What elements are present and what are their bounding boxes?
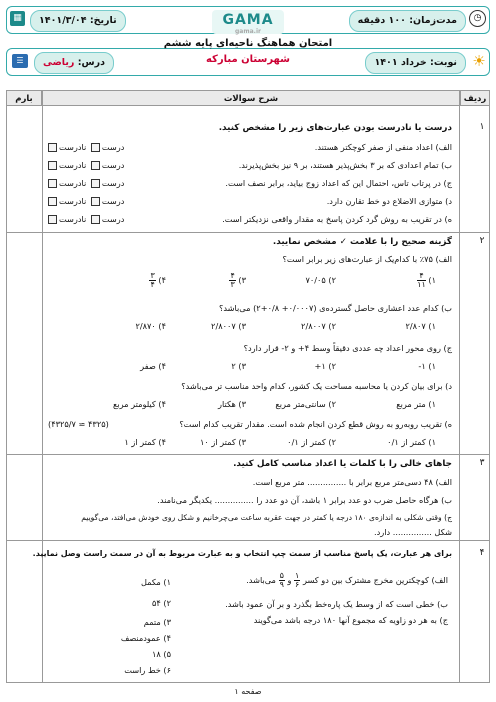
true-checkbox[interactable] <box>91 197 100 206</box>
true-checkbox[interactable] <box>91 143 100 152</box>
fraction <box>294 572 300 589</box>
opt-number: ۳) <box>238 275 246 285</box>
false-label: نادرست <box>59 142 87 152</box>
fraction <box>229 272 235 289</box>
opt-number: ۱) <box>428 275 436 285</box>
q4-answer-2[interactable]: ۲) ۵۴ <box>152 598 171 608</box>
q3-c2: شکل ............... دارد. <box>374 527 452 537</box>
false-label: نادرست <box>59 214 87 224</box>
q2-a-opt1[interactable] <box>417 270 436 290</box>
true-label: درست <box>101 178 125 188</box>
q1-item-c: ج) در پرتاب تاس، احتمال این که اعداد زوج بیاید، برابر نصف است. <box>225 178 452 188</box>
true-checkbox[interactable] <box>91 179 100 188</box>
subject-pill <box>34 52 114 74</box>
q1-title: درست یا نادرست بودن عبارت‌های زیر را مشخص کنید. <box>218 123 452 133</box>
false-label: نادرست <box>59 196 87 206</box>
grid-line <box>6 454 490 455</box>
session-pill <box>365 52 466 74</box>
grid-line <box>42 106 43 682</box>
q2-d-opt3[interactable]: ۳) هکتار <box>218 399 246 409</box>
q1-item-e: ه) در تقریب به روش گرد کردن پاسخ به مقدار واقعی نزدیکتر است. <box>222 214 452 224</box>
col-row-header: ردیف <box>460 90 490 106</box>
q2-e-opt4[interactable]: ۴) کمتر از ۱ <box>124 437 166 447</box>
q2-d-opt2[interactable]: ۲) سانتی‌متر مربع <box>275 399 336 409</box>
q2-c-opt3[interactable]: ۳) ۲ <box>231 361 246 371</box>
q2-title: گزینه صحیح را با علامت ✓ مشخص نمایید. <box>272 237 452 247</box>
numerator: ۱ <box>295 571 300 580</box>
numerator: ۳ <box>150 271 155 280</box>
q1-choice-c <box>46 177 124 189</box>
q4-answer-6[interactable]: ۶) خط راست <box>124 665 171 675</box>
opt-number: ۴) <box>158 275 166 285</box>
q2-d-opt4[interactable]: ۴) کیلومتر مربع <box>112 399 166 409</box>
q3-c: ج) وقتی شکلی به اندازه‌ی ۱۸۰ درجه یا کمتر در جهت عقربه ساعت می‌چرخانیم و شکل روی خودش می‌افتد، می‌گوییم <box>81 513 452 522</box>
q2-e-opt1[interactable]: ۱) کمتر از ۰/۱ <box>387 437 436 447</box>
q3-number: ۳ <box>479 458 485 468</box>
true-label: درست <box>101 142 125 152</box>
q4-b: ب) خطی است که از وسط یک پاره‌خط بگذرد و بر آن عمود باشد. <box>225 599 448 609</box>
date-pill <box>30 10 126 32</box>
clock-icon: ◷ <box>469 10 486 27</box>
gama-logo <box>212 10 284 34</box>
conjunction: و <box>287 575 292 585</box>
q2-c-opt2[interactable]: ۲) ۱+ <box>314 361 336 371</box>
numerator: ۴ <box>417 272 426 281</box>
q2-b-opt4[interactable]: ۴) ۲/۸۷۰ <box>135 321 166 331</box>
q1-number: ۱ <box>479 122 485 132</box>
q2-b-text: ب) کدام عدد اعشاری حاصل گسترده‌ی (۰/۰۰۰۷+ ۰/۸+۲) می‌باشد؟ <box>218 303 452 313</box>
false-label: نادرست <box>59 178 87 188</box>
false-checkbox[interactable] <box>48 161 57 170</box>
session-label: نوبت: <box>430 57 457 68</box>
q2-c-text: ج) روی محور اعداد چه عددی دقیقاً وسط ۴+ و ۲- قرار دارد؟ <box>243 343 452 353</box>
q1-choice-e <box>46 213 124 225</box>
true-label: درست <box>101 214 125 224</box>
q3-a: الف) ۴۸ دسی‌متر مربع برابر با ............... متر مربع است. <box>252 477 452 487</box>
denominator: ۱۱ <box>417 280 426 289</box>
grid-line <box>489 106 490 682</box>
false-label: نادرست <box>59 160 87 170</box>
true-label: درست <box>101 160 125 170</box>
grid-line <box>6 106 7 682</box>
denominator: ۳ <box>230 280 235 289</box>
duration-value: ۱۰۰ دقیقه <box>357 15 406 26</box>
q4-title: برای هر عبارت، یک پاسخ مناسب از سمت چپ انتخاب و به عبارت مربوط به آن در سمت راست وصل نمایید. <box>32 549 452 558</box>
q3-b: ب) هرگاه حاصل ضرب دو عدد برابر ۱ باشد، آن دو عدد را ............... یکدیگر می‌نامند. <box>157 495 452 505</box>
session-value: خرداد ۱۴۰۱ <box>374 57 427 68</box>
q1-item-b: ب) تمام اعدادی که بر ۳ بخش‌پذیر هستند، بر ۹ نیز بخش‌پذیرند. <box>238 160 452 170</box>
q4-answer-1[interactable]: ۱) مکمل <box>140 577 171 587</box>
q4-a-text: الف) کوچکترین مخرج مشترک بین دو کسر <box>302 575 448 585</box>
q2-e-opt3[interactable]: ۳) کمتر از ۱۰ <box>199 437 246 447</box>
true-label: درست <box>101 196 125 206</box>
false-checkbox[interactable] <box>48 215 57 224</box>
q2-e-expr: (۴۳۲۵ ≃ ۴۳۲۵/۷) <box>48 419 109 429</box>
q1-choice-a <box>46 141 124 153</box>
sun-icon: ☀ <box>472 52 486 70</box>
grid-line <box>459 106 460 682</box>
grid-line <box>6 682 490 683</box>
q2-a-text: الف) ۷۵٪ با کدام‌یک از عبارت‌های زیر برابر است؟ <box>282 254 452 264</box>
q2-e-opt2[interactable]: ۲) کمتر از ۰/۱ <box>287 437 336 447</box>
q2-number: ۲ <box>479 236 485 246</box>
col-questions-header: شرح سوالات <box>42 90 460 106</box>
subject-value: ریاضی <box>43 57 75 68</box>
logo-text: GAMA <box>222 12 274 28</box>
fraction <box>417 272 426 289</box>
col-score-header: بارم <box>6 90 42 106</box>
denominator: ۴ <box>150 280 155 289</box>
q2-c-opt4[interactable]: ۴) صفر <box>140 361 166 371</box>
q4-c: ج) به هر دو زاویه که مجموع آنها ۱۸۰ درجه باشد می‌گویند <box>253 615 448 625</box>
city-title: شهرستان مبارکه <box>205 54 290 65</box>
q2-e-text: ه) تقریب رو‌به‌رو به روش قطع کردن انجام شده است. مقدار تقریب کدام است؟ <box>179 419 452 429</box>
q4-a <box>246 570 448 590</box>
q2-b-opt1[interactable]: ۱) ۲/۸۰۷ <box>405 321 436 331</box>
q3-title: جاهای خالی را با کلمات یا اعداد مناسب کامل کنید. <box>233 459 452 469</box>
false-checkbox[interactable] <box>48 143 57 152</box>
false-checkbox[interactable] <box>48 179 57 188</box>
q2-d-opt1[interactable]: ۱) متر مربع <box>396 399 436 409</box>
denominator: ۶ <box>295 580 300 589</box>
q1-choice-b <box>46 159 124 171</box>
date-value: ۱۴۰۱/۳/۰۴ <box>39 15 87 26</box>
logo-sub: gama.ir <box>235 28 261 35</box>
q2-d-text: د) برای بیان کردن یا محاسبه مساحت یک کشور، کدام واحد مناسب تر می‌باشد؟ <box>181 381 452 391</box>
q4-number: ۴ <box>479 548 485 558</box>
q4-a-suffix: می‌باشد. <box>246 575 276 585</box>
page-footer: صفحه ۱ <box>234 687 262 696</box>
q2-b-opt3[interactable]: ۳) ۲/۸۰۰۷ <box>211 321 246 331</box>
numerator: ۵ <box>279 571 284 580</box>
grid-line <box>6 232 490 233</box>
grid-line <box>6 540 490 541</box>
numerator: ۴ <box>230 271 235 280</box>
duration-label: مدت‌زمان: <box>409 15 457 26</box>
exam-title: امتحان هماهنگ ناحیه‌ای پایه ششم <box>163 38 333 49</box>
true-checkbox[interactable] <box>91 161 100 170</box>
q2-a-opt3[interactable] <box>229 270 246 290</box>
date-label: تاریخ: <box>89 15 117 26</box>
q1-item-a: الف) اعداد منفی از صفر کوچکتر هستند. <box>314 142 452 152</box>
books-icon: ☰ <box>12 54 28 68</box>
q4-answer-5[interactable]: ۵) ۱۸ <box>152 649 171 659</box>
q2-b-opt2[interactable]: ۲) ۲/۸۰۰۷ <box>301 321 336 331</box>
fraction <box>149 272 155 289</box>
fraction <box>279 572 285 589</box>
q1-item-d: د) متوازی الاضلاع دو خط تقارن دارد. <box>326 196 452 206</box>
q4-answer-3[interactable]: ۳) متمم <box>143 617 171 627</box>
subject-label: درس: <box>77 57 105 68</box>
q2-a-opt2[interactable]: ۲) ۷۰/۰۵ <box>305 275 336 285</box>
duration-pill <box>349 10 466 32</box>
true-checkbox[interactable] <box>91 215 100 224</box>
q2-a-opt4[interactable] <box>149 270 166 290</box>
calendar-icon: ▦ <box>10 11 25 26</box>
false-checkbox[interactable] <box>48 197 57 206</box>
denominator: ۹ <box>279 580 284 589</box>
q4-answer-4[interactable]: ۴) عمودمنصف <box>120 633 171 643</box>
q2-c-opt1[interactable]: ۱) ۱- <box>418 361 436 371</box>
q1-choice-d <box>46 195 124 207</box>
